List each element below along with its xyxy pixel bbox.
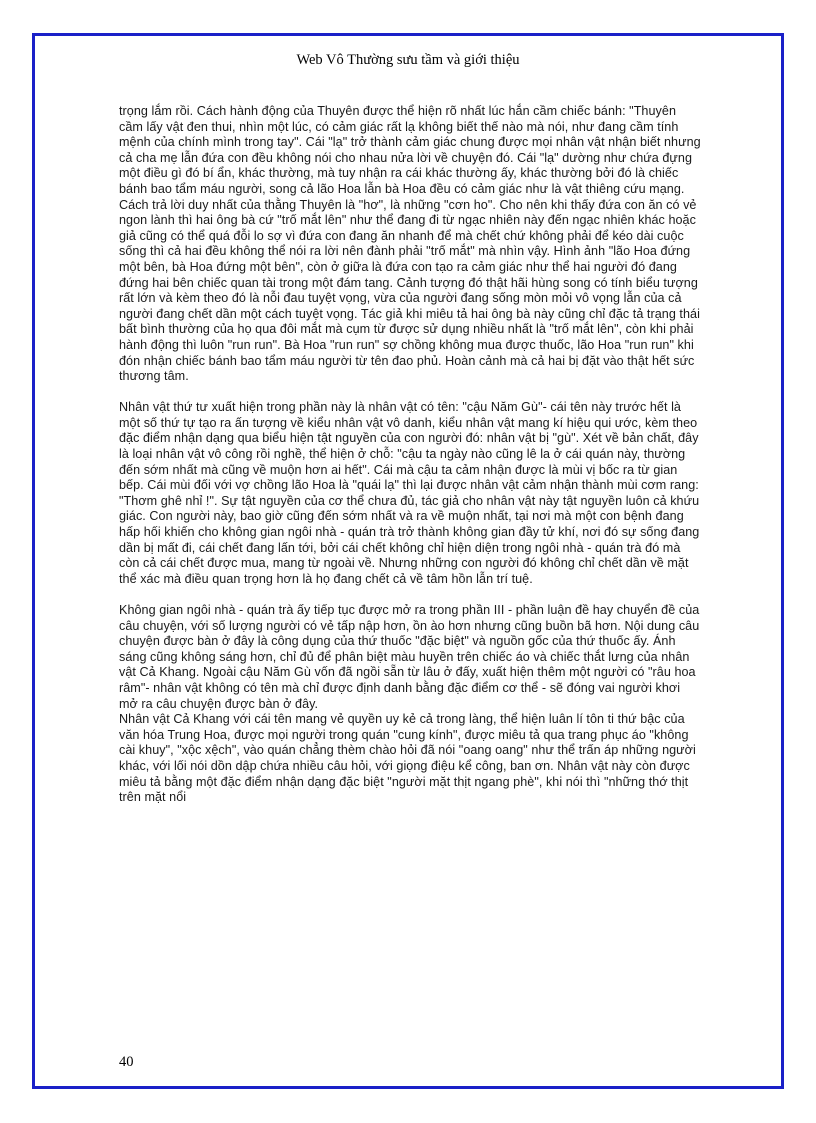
paragraph-gap [119, 587, 701, 603]
paragraph: Nhân vật thứ tư xuất hiện trong phần này là nhân vật có tên: "cậu Năm Gù"- cái tên này trước hết là một số thứ tự tạo ra ấn tượng về kiểu nhân vật vô danh, kiểu nhân vật mang kí hiệu qui ước, kèm theo đặc điểm nhận dạng qua biểu hiện tật nguyền của con người đó: nhân vật bị "gù". Xét về bản chất, đây là loại nhân vật vô công rồi nghề, thể hiện ở chỗ: "cậu ta ngày nào cũng lê la ở cái quán này, thường đến sớm nhất mà cũng về muộn hơn ai hết". Cái mà cậu ta cảm nhận được là mùi vị bốc ra từ gian bếp. Cái mùi đối với vợ chồng lão Hoa là "quái lạ" thì lại được nhân vật cảm nhận thành mùi cơm rang: "Thơm ghê nhỉ !". Sự tật nguyền của cơ thể chưa đủ, tác giả cho nhân vật này tật nguyền luôn cả khứu giác. Con người này, bao giờ cũng đến sớm nhất và ra về muộn nhất, tại nơi mà một con bệnh đang hấp hối khiến cho không gian ngôi nhà - quán trà trở thành không gian đầy tử khí, nơi đó sự sống đang dần bị mất đi, cái chết đang lấn tới, bởi cái chết không chỉ hiện diện trong ngôi nhà - quán trà đó mà còn cả cái chết được mua, mang từ ngoài về. Nhưng những con người đó không chỉ chết dần về mặt thể xác mà điều quan trọng hơn là họ đang chết cả về tâm hồn lẫn trí tuệ. [119, 400, 700, 586]
paragraph: trọng lắm rồi. Cách hành động của Thuyên được thể hiện rõ nhất lúc hắn cầm chiếc bánh: "Thuyên cầm lấy vật đen thui, nhìn một lúc, có cảm giác rất lạ không biết thế nào mà nói, như đang cầm tính mệnh của chính mình trong tay". Cái "lạ" trở thành cảm giác chung được mọi nhân vật nhận biết nhưng cả cha mẹ lẫn đứa con đều không nói cho nhau nửa lời về chuyện đó. Cái "lạ" dường như chứa đựng một điều gì đó bí ẩn, khác thường, mà tuy nhận ra cái khác thường ấy, khác thường bởi đó là chiếc bánh bao tẩm máu người, song cả lão Hoa lẫn bà Hoa đều có cảm giác như là vật thiêng cứu mạng. Cách trả lời duy nhất của thằng Thuyên là "hơ", là những "cơn ho". Cho nên khi thấy đứa con ăn có vẻ ngon lành thì hai ông bà cứ "trố mắt lên" như thể đang đi từ ngạc nhiên này đến ngạc nhiên khác hoặc giả cũng có thể quá đỗi lo sợ vì đứa con đang ăn nhanh để mà chết chứ không phải để kéo dài cuộc sống thì cả hai đều không thể nói ra lời nên đành phải "trố mắt" mà nhìn vậy. Hình ảnh "lão Hoa đứng một bên, bà Hoa đứng một bên", còn ở giữa là đứa con tạo ra cảm giác như thể hai người đó đang đứng hai bên chiếc quan tài trong một đám tang. Cảnh tượng đó thật hãi hùng song có tính biểu tượng rất lớn và kèm theo đó là nỗi đau tuyệt vọng, vừa của người đang sống mòn mỏi vô vọng lẫn của cả người đang chết dần một cách tuyệt vọng. Tác giả khi miêu tả hai ông bà này cũng chỉ đặc tả trạng thái bất bình thường của họ qua đôi mắt mà cụm từ được sử dụng nhiều nhất là "trố mắt lên", còn khi phải hành động thì luôn "run run". Bà Hoa "run run" sợ chồng không mua được thuốc, lão Hoa "run run" khi đón nhận chiếc bánh bao tẩm máu người từ tên đao phủ. Hoàn cảnh mà cả hai bị đặt vào thật hết sức thương tâm. [119, 104, 701, 384]
page-number: 40 [119, 1054, 134, 1070]
paragraph: Không gian ngôi nhà - quán trà ấy tiếp tục được mở ra trong phần III - phần luận đề hay chuyển đề của câu chuyện, với số lượng người có vẻ tấp nập hơn, ồn ào hơn nhưng cũng buồn bã hơn. Nội dung câu chuyện được bàn ở đây là công dụng của thứ thuốc "đặc biệt" và nguồn gốc của thứ thuốc ấy. Ánh sáng cũng không sáng hơn, chỉ đủ để phân biệt màu huyền trên chiếc áo và chiếc thắt lưng của nhân vật Cả Khang. Ngoài cậu Năm Gù vốn đã ngồi sẵn từ lâu ở đấy, xuất hiện thêm một người có "râu hoa râm"- nhân vật không có tên mà chỉ được định danh bằng đặc điểm cơ thể - sẽ đóng vai người khơi mở ra câu chuyện được bàn ở đây. [119, 603, 700, 711]
paragraph-gap [119, 385, 701, 401]
body-text [119, 104, 701, 806]
paragraph: Nhân vật Cả Khang với cái tên mang vẻ quyền uy kẻ cả trong làng, thể hiện luân lí tôn ti thứ bậc của văn hóa Trung Hoa, được mọi người trong quán "cung kính", được miêu tả qua trang phục áo "không cài khuy", "xộc xệch", vào quán chẳng thèm chào hỏi đã nói "oang oang" như thể trấn áp những người khác, với lối nói dồn dập chứa nhiều câu hỏi, với giọng điệu kể công, ban ơn. Nhân vật này còn được miêu tả bằng một đặc điểm nhận dạng đặc biệt "người mặt thịt ngang phè", khi nói thì "những thớ thịt trên mặt nổi [119, 712, 696, 805]
page-header: Web Vô Thường sưu tầm và giới thiệu [296, 52, 520, 68]
